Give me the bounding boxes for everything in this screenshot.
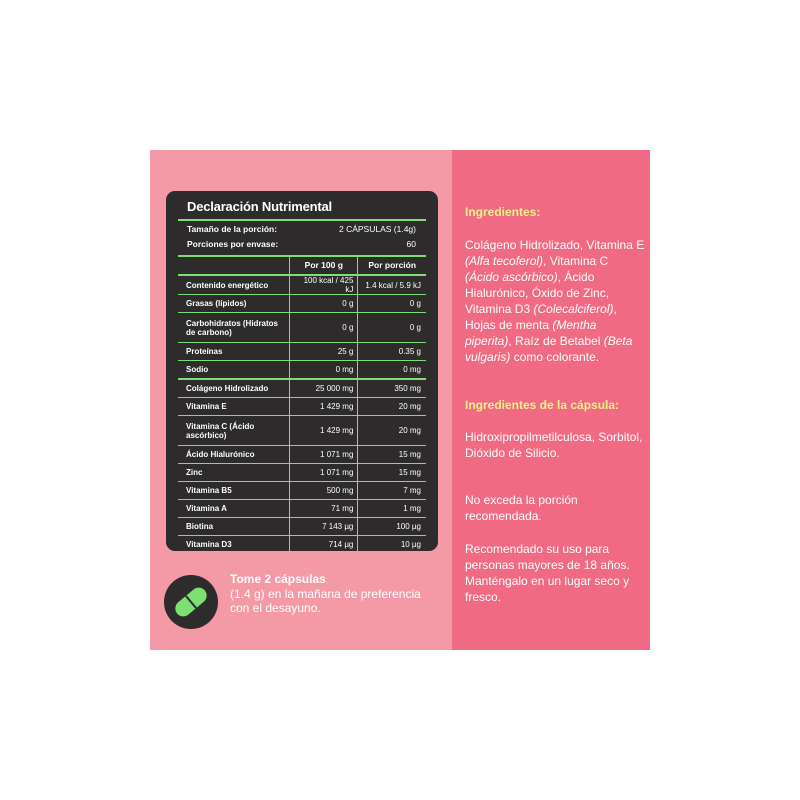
- per-100g-header: Por 100 g: [290, 256, 358, 275]
- value-per-100g: 714 µg: [290, 536, 358, 554]
- value-per-serving: 1 mg: [358, 500, 426, 518]
- ingredients-text-italic: (Colecalciferol): [533, 302, 614, 316]
- nutrient-name: Proteínas: [178, 343, 290, 361]
- value-per-100g: 71 mg: [290, 500, 358, 518]
- serving-size-label: Tamaño de la porción:: [187, 224, 278, 234]
- per-serving-header: Por porción: [358, 256, 426, 275]
- value-per-serving: 0.35 g: [358, 343, 426, 361]
- value-per-serving: 10 µg: [358, 536, 426, 554]
- value-per-100g: 7 143 µg: [290, 518, 358, 536]
- nutrient-name: Contenido energético: [178, 275, 290, 295]
- title-divider: [178, 219, 426, 221]
- table-row: [178, 464, 426, 482]
- nutrition-facts-card: [166, 191, 438, 551]
- nutrition-table: [178, 255, 426, 553]
- ingredients-heading: Ingredientes:: [465, 205, 541, 219]
- value-per-serving: 350 mg: [358, 379, 426, 398]
- nutrient-name: Vitamina A: [178, 500, 290, 518]
- nutrient-name: Colágeno Hidrolizado: [178, 379, 290, 398]
- nutrient-name: Carbohidratos (Hidratos de carbono): [178, 313, 290, 343]
- value-per-100g: 25 g: [290, 343, 358, 361]
- value-per-100g: 1 429 mg: [290, 416, 358, 446]
- value-per-serving: 0 g: [358, 313, 426, 343]
- capsule-icon: [163, 574, 223, 630]
- nutrient-name: Vitamina E: [178, 398, 290, 416]
- ingredients-text-italic: (Beta vulgaris): [465, 334, 633, 364]
- servings-per-container-value: 60: [406, 239, 416, 249]
- nutrient-name: Grasas (lípidos): [178, 295, 290, 313]
- capsule-ingredients-heading: Ingredientes de la cápsula:: [465, 398, 620, 412]
- ingredients-text-italic: (Ácido ascórbico): [465, 270, 558, 284]
- table-row: [178, 518, 426, 536]
- value-per-100g: 1 429 mg: [290, 398, 358, 416]
- value-per-serving: 100 µg: [358, 518, 426, 536]
- table-row: [178, 416, 426, 446]
- ingredients-text-italic: (Alfa tecoferol): [465, 254, 544, 268]
- table-row: [178, 275, 426, 295]
- nutrient-name: Vitamina D3: [178, 536, 290, 554]
- ingredients-text-part: , Ácido Hialurónico, Óxido de Zinc, Vitamina D3: [465, 270, 610, 316]
- value-per-100g: 500 mg: [290, 482, 358, 500]
- table-row: [178, 379, 426, 398]
- table-row: [178, 295, 426, 313]
- value-per-serving: 15 mg: [358, 446, 426, 464]
- nutrient-name: Zinc: [178, 464, 290, 482]
- nutrient-name: Ácido Hialurónico: [178, 446, 290, 464]
- value-per-serving: 20 mg: [358, 398, 426, 416]
- value-per-100g: 0 g: [290, 313, 358, 343]
- nutrient-name: Vitamina B5: [178, 482, 290, 500]
- table-row: [178, 446, 426, 464]
- value-per-serving: 15 mg: [358, 464, 426, 482]
- ingredients-text-part: como colorante.: [510, 350, 600, 364]
- empty-header: [178, 256, 290, 275]
- ingredients-text: [465, 237, 645, 365]
- ingredients-text-italic: (Mentha piperita): [465, 318, 597, 348]
- nutrient-name: Sodio: [178, 361, 290, 380]
- value-per-100g: 0 g: [290, 295, 358, 313]
- value-per-serving: 0 g: [358, 295, 426, 313]
- value-per-100g: 1 071 mg: [290, 464, 358, 482]
- ingredients-text-part: , Vitamina C: [543, 254, 609, 268]
- nutrient-name: Vitamina C (Ácido ascórbico): [178, 416, 290, 446]
- table-row: [178, 398, 426, 416]
- nutrient-name: Biotina: [178, 518, 290, 536]
- dosage-instructions: [230, 572, 435, 616]
- table-row: [178, 313, 426, 343]
- capsule-ingredients-text: Hidroxipropilmetilculosa, Sorbitol, Dióxido de Silicio.: [465, 430, 643, 460]
- value-per-serving: 7 mg: [358, 482, 426, 500]
- serving-size-row: [187, 224, 416, 234]
- serving-size-value: 2 CÁPSULAS (1.4g): [338, 224, 416, 234]
- value-per-serving: 20 mg: [358, 416, 426, 446]
- value-per-100g: 25 000 mg: [290, 379, 358, 398]
- value-per-serving: 1.4 kcal / 5.9 kJ: [358, 275, 426, 295]
- table-header-row: [178, 256, 426, 275]
- servings-per-container-label: Porciones por envase:: [187, 239, 279, 249]
- storage-recommendation: Recomendado su uso para personas mayores de 18 años. Manténgalo en un lugar seco y fresco.: [465, 542, 630, 604]
- value-per-100g: 100 kcal / 425 kJ: [290, 275, 358, 295]
- value-per-serving: 0 mg: [358, 361, 426, 380]
- table-row: [178, 343, 426, 361]
- ingredients-text-part: , Raíz de Betabel: [508, 334, 604, 348]
- dosage-warning: No exceda la porción recomendada.: [465, 493, 578, 523]
- dosage-bold: Tome 2 cápsulas: [230, 572, 326, 586]
- dosage-text: (1.4 g) en la mañana de preferencia con el desayuno.: [230, 586, 421, 615]
- table-row: [178, 536, 426, 554]
- value-per-100g: 1 071 mg: [290, 446, 358, 464]
- value-per-100g: 0 mg: [290, 361, 358, 380]
- table-row: [178, 361, 426, 380]
- nutrition-title: Declaración Nutrimental: [187, 199, 332, 214]
- table-row: [178, 482, 426, 500]
- table-row: [178, 500, 426, 518]
- ingredients-text-part: Colágeno Hidrolizado, Vitamina E: [465, 238, 645, 252]
- ingredients-text-part: , Hojas de menta: [465, 302, 617, 332]
- servings-per-container-row: [187, 239, 416, 249]
